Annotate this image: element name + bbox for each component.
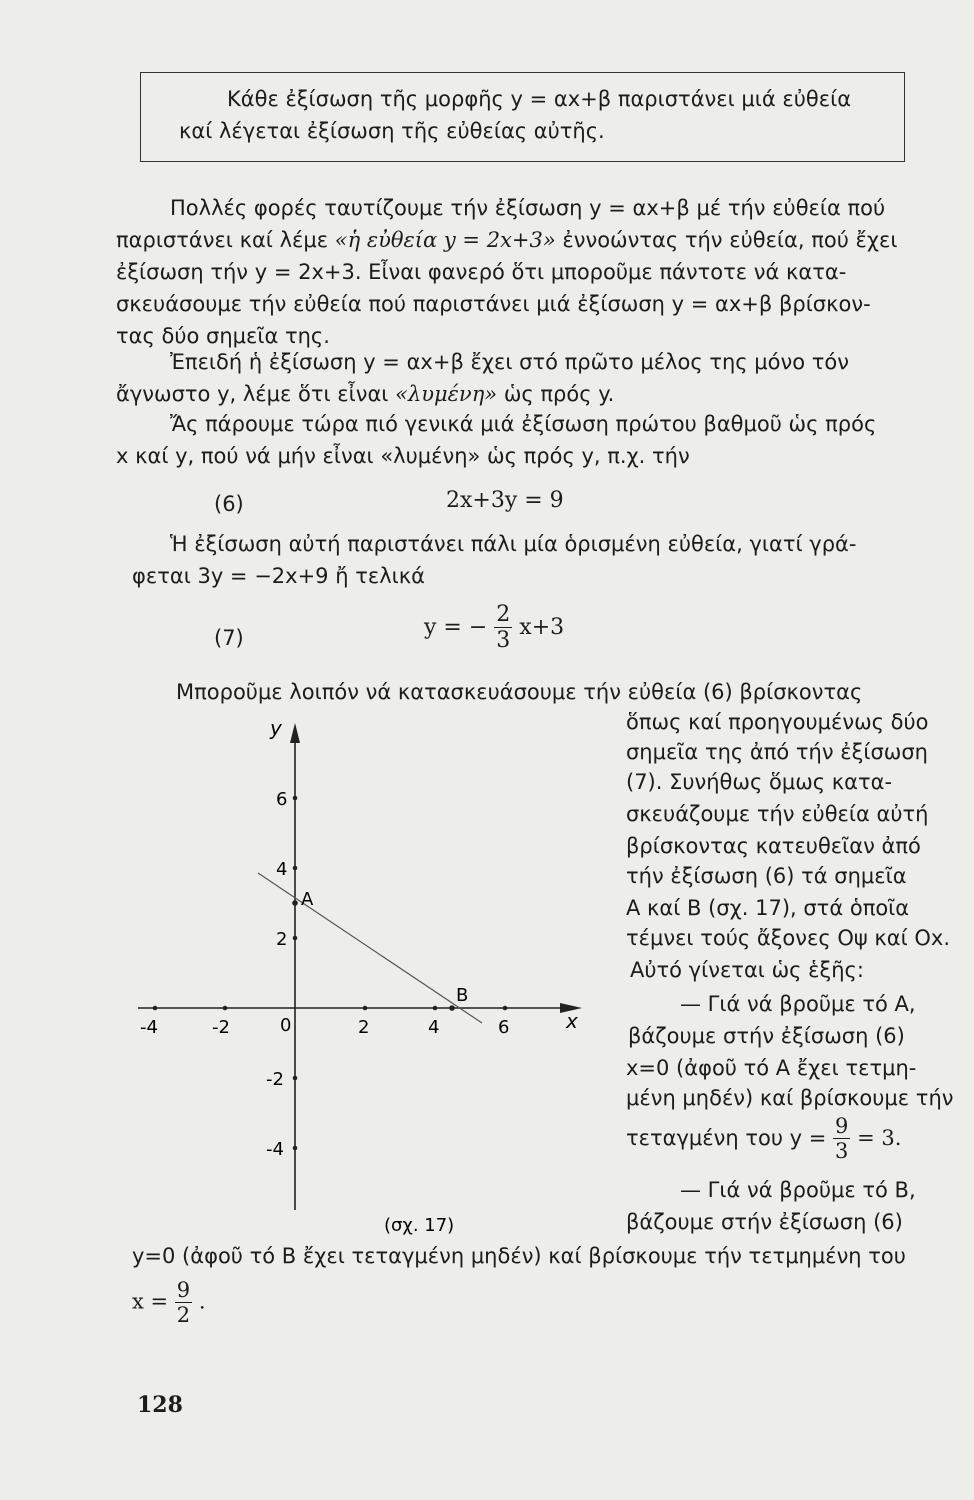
eq6-label: (6) (214, 492, 244, 516)
y-tick-label: 2 (276, 929, 288, 950)
x-tick-label: 2 (358, 1017, 370, 1038)
para5-right-2: σημεῖα της ἀπό τήν ἐξίσωση (626, 740, 928, 764)
para2-line2-end: ὡς πρός y. (497, 382, 615, 406)
y-tick-label: 4 (276, 859, 288, 880)
abscissa-period: . (198, 1289, 206, 1314)
ordinate-text: τεταγμένη του y = (626, 1126, 834, 1150)
abscissa-text: x = (132, 1289, 175, 1314)
y-tick-dot (293, 796, 298, 801)
para5-right-7: Α καί Β (σχ. 17), στά ὁποῖα (626, 896, 910, 920)
y-tick-dot (293, 866, 298, 871)
x-tick-label: 4 (428, 1017, 440, 1038)
para4-line1: Ἡ ἐξίσωση αὐτή παριστάνει πάλι μία ὁρισμένη εὐθεία, γιατί γρά- (170, 532, 857, 556)
para5-right-6: τήν ἐξίσωση (6) τά σημεῖα (626, 864, 907, 888)
x-tick-dot (503, 1006, 508, 1011)
para5-right-5: βρίσκοντας κατευθεῖαν ἀπό (626, 834, 921, 858)
definition-line-2: καί λέγεται ἐξίσωση τῆς εὐθείας αὐτῆς. (179, 119, 605, 143)
definition-line-1: Κάθε ἐξίσωση τῆς μορφῆς y = αx+β παριστάνει μιά εὐθεία (227, 87, 852, 111)
para5-right-1: ὅπως καί προηγουμένως δύο (626, 710, 929, 734)
para5-right-11: βάζουμε στήν ἐξίσωση (6) (628, 1024, 905, 1048)
origin-label: 0 (280, 1015, 292, 1036)
point-a (292, 900, 298, 906)
y-tick-dot (293, 1076, 298, 1081)
line-2x-3y-9 (258, 873, 482, 1023)
para5-right-10: — Γιά νά βροῦμε τό Α, (680, 992, 916, 1016)
y-tick-dot (293, 1146, 298, 1151)
para2-line2-text: ἄγνωστο y, λέμε ὅτι εἶναι (116, 382, 396, 406)
para2-solved-term: «λυμένη» (395, 382, 498, 406)
eq7-rhs: x+3 (519, 615, 565, 640)
y-axis-label: y (270, 716, 282, 740)
para5-right-16: βάζουμε στήν ἐξίσωση (6) (626, 1210, 903, 1234)
x-tick-dot (363, 1006, 368, 1011)
eq7-expression (424, 604, 564, 652)
ordinate-result: = 3. (857, 1126, 902, 1150)
x-tick-dot (433, 1006, 438, 1011)
y-tick-label: 6 (276, 789, 288, 810)
para5-right-4: σκευάζουμε τήν εὐθεία αὐτή (626, 802, 929, 826)
eq7-fraction (494, 604, 512, 652)
para1-line5: τας δύο σημεῖα της. (116, 324, 330, 348)
x-tick-label: -2 (212, 1017, 230, 1038)
point-a-label: A (301, 889, 314, 910)
x-tick-label: 6 (498, 1017, 510, 1038)
para3-line1: Ἄς πάρουμε τώρα πιό γενικά μιά ἐξίσωση πρώτου βαθμοῦ ὡς πρός (170, 412, 877, 436)
x-tick-label: -4 (140, 1017, 158, 1038)
para2-line2 (116, 382, 614, 406)
para1-line2 (116, 228, 897, 252)
y-tick-label: -2 (266, 1069, 284, 1090)
para5-line1: Μποροῦμε λοιπόν νά κατασκευάσουμε τήν εὐθεία (6) βρίσκοντας (176, 680, 863, 704)
para1-line4: σκευάσουμε τήν εὐθεία πού παριστάνει μιά ἐξίσωση y = αx+β βρίσκον- (116, 292, 871, 316)
y-axis-arrow (290, 723, 300, 743)
para1-quoted-line: «ἡ εὐθεία y = 2x+3» (334, 228, 556, 252)
para5-right-14 (626, 1116, 901, 1162)
para5-right-8: τέμνει τούς ἄξονες Οψ καί Οx. (626, 926, 951, 950)
x-tick-dot (153, 1006, 158, 1011)
para5-right-3: (7). Συνήθως ὅμως κατα- (626, 770, 893, 794)
para5-right-13: μένη μηδέν) καί βρίσκουμε τήν (626, 1086, 954, 1110)
point-b-label: B (456, 985, 469, 1006)
eq6-expression: 2x+3y = 9 (446, 488, 564, 513)
para2-line1: Ἐπειδή ἡ ἐξίσωση y = αx+β ἔχει στό πρῶτο μέλος της μόνο τόν (170, 350, 849, 374)
para5-bottom-2 (132, 1280, 206, 1326)
para1-line1: Πολλές φορές ταυτίζουμε τήν ἐξίσωση y = αx+β μέ τήν εὐθεία πού (170, 196, 886, 220)
abscissa-denominator: 2 (176, 1303, 191, 1327)
para5-right-12: x=0 (ἀφοῦ τό Α ἔχει τετμη- (626, 1056, 917, 1080)
para5-right-9: Αὐτό γίνεται ὡς ἑξῆς: (630, 958, 864, 982)
ordinate-numerator: 9 (835, 1114, 849, 1138)
eq7-label: (7) (214, 626, 244, 650)
para3-line2: x καί y, πού νά μήν εἶναι «λυμένη» ὡς πρός y, π.χ. τήν (116, 444, 690, 468)
eq7-denominator: 3 (496, 628, 511, 653)
para1-line2-end: ἐννοώντας τήν εὐθεία, πού ἔχει (555, 228, 898, 252)
point-b (449, 1005, 455, 1011)
abscissa-numerator: 9 (176, 1278, 191, 1302)
x-axis-label: x (566, 1009, 578, 1033)
y-tick-dot (293, 936, 298, 941)
para1-line2-text: παριστάνει καί λέμε (116, 228, 335, 252)
page-number: 128 (137, 1392, 183, 1418)
ordinate-fraction (833, 1116, 850, 1162)
figure-caption: (σχ. 17) (384, 1215, 455, 1235)
ordinate-denominator: 3 (835, 1139, 849, 1163)
para1-line3: ἐξίσωση τήν y = 2x+3. Εἶναι φανερό ὅτι μποροῦμε πάντοτε νά κατα- (116, 260, 847, 284)
para5-right-15: — Γιά νά βροῦμε τό Β, (680, 1178, 916, 1202)
y-tick-label: -4 (266, 1139, 284, 1160)
x-tick-dot (223, 1006, 228, 1011)
para4-line2: φεται 3y = −2x+9 ἤ τελικά (132, 564, 425, 588)
figure-17 (120, 715, 600, 1235)
para5-bottom-1: y=0 (ἀφοῦ τό Β ἔχει τεταγμένη μηδέν) καί βρίσκουμε τήν τετμημένη του (132, 1244, 906, 1268)
eq7-lhs: y = − (424, 615, 488, 640)
abscissa-fraction (175, 1280, 192, 1326)
definition-box (140, 72, 905, 162)
eq7-numerator: 2 (496, 602, 511, 627)
